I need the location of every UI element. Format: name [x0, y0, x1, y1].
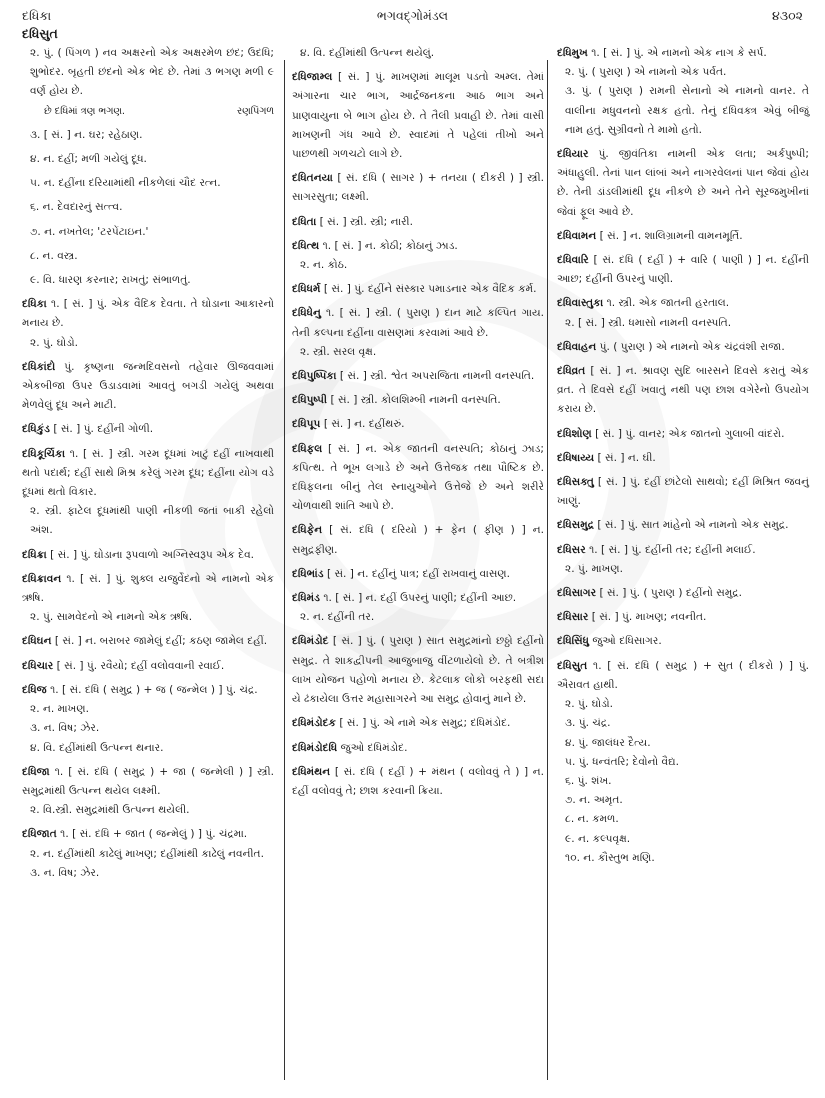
dictionary-entry: [292, 44, 544, 63]
dictionary-entry: [22, 295, 274, 353]
dictionary-entry: [557, 632, 809, 651]
entry-headword: દધિભાંડ: [292, 567, 324, 580]
dictionary-entry: [22, 174, 274, 193]
entry-definition: ૫. ન. દહીંના દરિયામાંથી નીકળેલાં ચૌદ રત્ન.: [30, 177, 221, 190]
entry-headword: દધિસુત: [557, 659, 588, 672]
entry-definition: ૧. સ્ત્રી. એક જાતની હરતાલ.: [606, 297, 730, 310]
entry-headword: દધિધેનુ: [292, 307, 321, 320]
entry-definition: પું. જીવંતિકા નામની એક લતા; અર્કપુષ્પી; અંધાહુલી. તેનાં પાન લાંબાં અને નાગરવેલનાં પાન જેવાં હોય છે. તેની ડાંડલીમાંથી દૂધ નીકળે છે અને તેને સૂરજમુખીનાં જેવાં ફૂલ આવે છે.: [557, 148, 809, 218]
entry-definition: [ સં. ] પું. દહીંની ગોળી.: [53, 423, 154, 436]
entry-headword: દધિધર્મ: [292, 283, 321, 296]
entry-sense: ૪. પું. જાલંધર દૈત્ય.: [565, 736, 651, 749]
dictionary-entry: [292, 280, 544, 299]
entry-headword: દધિસક્તુ: [557, 476, 594, 489]
entry-quotation: [22, 102, 274, 121]
entry-headword: દધિમંથન: [292, 765, 331, 778]
entry-sense: ૬. પું. શંખ.: [565, 774, 612, 787]
entry-sense: ૨. ન. દહીંની તર.: [300, 611, 375, 624]
entry-sense: ૨. પું. માખણ.: [565, 562, 623, 575]
entry-headword: દધિસિંધુ: [557, 635, 590, 648]
dictionary-entry: [292, 68, 544, 164]
dictionary-entry: [292, 763, 544, 801]
entry-definition: ૧. [ સં. ] પું. એ નામનો એક નાગ કે સર્પ.: [591, 47, 767, 59]
entry-headword: દધિતા: [292, 215, 317, 228]
entry-definition: [ સં. ] પું. દહીંને સંસ્કાર પમાડનાર એક વૈદિક કર્મ.: [323, 283, 537, 296]
dictionary-entry: [292, 237, 544, 275]
entry-sense: ૨. વિ.સ્ત્રી. સમુદ્રમાંથી ઉત્પન્ન થયેલી.: [30, 804, 190, 817]
entry-definition: [ સં. ] ન. શાલિગ્રામની વામનમૂર્તિ.: [599, 229, 743, 242]
entry-sense: ૪. વિ. દહીંમાંથી ઉત્પન્ન થનાર.: [30, 741, 164, 754]
dictionary-title: ભગવદ્ગોમંડલ: [376, 8, 449, 23]
entry-headword: દધિત્થ: [292, 239, 320, 252]
entry-definition: [ સં. ] પું. એ નામે એક સમુદ્ર; દધિમંડોદ.: [339, 717, 511, 730]
entry-definition: ૧. [ સં. દધિ ( સમુદ્ર ) + જ ( જન્મેલ ) ] પું. ચંદ્ર.: [50, 683, 258, 696]
entry-sense: ૨. સ્ત્રી. સરલ વૃક્ષ.: [300, 345, 377, 358]
entry-definition: [ સં. ] પું. સાત માંહેનો એ નામનો એક સમુદ્ર.: [597, 519, 789, 532]
quotation-text: છે દધિમાં ત્રણ ભગણ.: [44, 105, 126, 117]
entry-headword: દધિતનયા: [292, 172, 333, 185]
entry-definition: ૧. [ સં. ] પું. એક વૈદિક દેવતા. તે ઘોડાના આકારનો મનાય છે.: [22, 298, 274, 330]
entry-headword: દધિજાત: [22, 828, 57, 841]
dictionary-entry: [292, 213, 544, 232]
dictionary-entry: [557, 516, 809, 535]
entry-definition: [ સં. ] ન. શ્રાવણ સુદિ બારસને દિવસે કરાતું એક વ્રત. તે દિવસે દહીં ખવાતું નથી પણ છાશ વગેરેનો ઉપયોગ કરાય છે.: [557, 365, 810, 416]
entry-headword: દધિવ્રત: [557, 365, 586, 378]
dictionary-entry: [292, 415, 544, 434]
entry-definition: [ સં. ] પું. દહીં છાંટેલો સાથવો; દહીં મિશ્રિત જવનું ખાણું.: [557, 476, 809, 508]
entry-headword: દધિમંડ: [292, 592, 320, 605]
entry-definition: [ સં. ] ન. એક જાતની વનસ્પતિ; કોઠાનું ઝાડ; કપિત્થ. તે ભૂખ લગાડે છે અને ઉત્તેજક તથા પૌષ્ટિક છે. દધિફલના બીનું તેલ સ્નાયુઓને ઉત્તેજે છે અને શરીરે ચોળવાથી શાંતિ આપે છે.: [292, 442, 544, 513]
entry-definition: [ સં. ] પું. રવૈયો; દહીં વલોવવાની રવાઈ.: [56, 659, 225, 672]
entry-definition: [ સં. ] સ્ત્રી. સ્ત્રી; નારી.: [319, 215, 413, 228]
dictionary-entry: [292, 304, 544, 362]
entry-headword: દધિજા: [22, 765, 50, 778]
entry-headword: દધિસર: [557, 543, 586, 556]
entry-definition: [ સં. ] પું. ( પુરાણ ) દહીંનો સમુદ્ર.: [599, 587, 742, 600]
dictionary-entry: [292, 440, 544, 517]
entry-definition: [ સં. દધિ ( દહીં ) + મંથન ( વલોવવું તે ) ] ન. દહીં વલોવવું તે; છાશ કરવાની ક્રિયા.: [292, 765, 544, 797]
entry-sense: ૮. ન. કમળ.: [565, 813, 619, 826]
entry-headword: દધિકાંદો: [22, 360, 56, 373]
entry-sense: ૨. [ સં. ] સ્ત્રી. ધમાસો નામની વનસ્પતિ.: [565, 316, 732, 329]
entry-headword: દધિસાગર: [557, 587, 597, 600]
entry-headword: દધિપુષ્પિકા: [292, 370, 337, 383]
dictionary-entry: [292, 169, 544, 207]
entry-definition: ૬. ન. દેવદારનું સત્ત્વ.: [30, 201, 123, 214]
entry-headword: દધિવારિ: [557, 254, 589, 267]
dictionary-entry: [292, 565, 544, 584]
entry-definition: પું. કૃષ્ણના જન્મદિવસનો તહેવાર ઊજવવામાં એકબીજા ઉપર ઉડાડવામાં આવતું બગડી ગયેલું અથવા મેળવેલું દૂધ અને માટી.: [22, 360, 275, 412]
entry-sense: ૧૦. ન. કૌસ્તુભ મણિ.: [565, 851, 655, 864]
entry-definition: [ સં. ] ન. દહીંથરું.: [323, 418, 405, 431]
dictionary-entry: [557, 44, 809, 140]
entry-definition: [ સં. ] પું. માખણ; નવનીત.: [591, 611, 707, 624]
entry-sense: ૨. ન. દહીંમાંથી કાઢેલું માખણ; દહીંમાંથી કાઢેલું નવનીત.: [30, 847, 264, 860]
dictionary-entry: [22, 632, 274, 651]
entry-sense: ૫. પું. ધન્વંતરિ; દેવોનો વૈદ્ય.: [565, 755, 679, 768]
entry-headword: દધિચાર: [22, 659, 54, 672]
entry-headword: દધિઘન: [22, 635, 52, 648]
entry-sense: ૨. ન. માખણ.: [30, 703, 89, 716]
entry-headword: દધિફલ: [292, 442, 323, 455]
entry-sense: ૨. પું. ( પુરાણ ) એ નામનો એક પર્વત.: [565, 66, 727, 79]
entry-definition: ૭. ન. નખતેલ; 'ટરપેંટાઇન.': [30, 225, 149, 238]
entry-definition: ૧. [ સં. ] ન. કોઠી; કોઠાનું ઝાડ.: [322, 239, 458, 252]
entry-headword: દધિવાહન: [557, 340, 597, 353]
dictionary-entry: [22, 570, 274, 628]
dictionary-entry: [557, 657, 809, 868]
entry-definition: જુઓ દધિમંડોદ.: [340, 741, 408, 754]
dictionary-entry: [22, 247, 274, 266]
entry-headword: દધિફેન: [292, 524, 323, 537]
entry-definition: ૧. [ સં. ] પું. શુક્લ યજુર્વેદનો એ નામનો એક ઋષિ.: [22, 572, 274, 605]
entry-sense: ૩. પું. ચંદ્ર.: [565, 717, 611, 730]
entry-definition: [ સં. ] પું. માખણમાં માલૂમ પડતો અમ્લ. તેમાં અંગારના ચાર ભાગ, આર્દ્રજનકના આઠ ભાગ અને પ્રાણવાયુના બે ભાગ હોય છે. તે તૈલી પ્રવાહી છે. તેમાં વાસી માખણની ગંધ આવે છે. સ્વાદમાં તે પહેલાં તીખો અને પાછળથી ગળચટો લાગે છે.: [292, 71, 544, 161]
entry-sense: ૯. ન. કલ્પવૃક્ષ.: [565, 832, 631, 845]
dictionary-entry: [557, 362, 809, 420]
entry-definition: પું. ( પુરાણ ) એ નામનો એક ચંદ્રવંશી રાજા.: [599, 340, 785, 353]
entry-sense: ૩. ન. વિષ; ઝેર.: [30, 866, 100, 879]
entry-sense: ૨. પું. સામવેદનો એ નામનો એક ઋષિ.: [30, 611, 193, 624]
entry-sense: ૨. સ્ત્રી. ફાટેલ દૂધમાંથી પાણી નીકળી જતાં બાકી રહેલો અંશ.: [30, 505, 274, 537]
entry-headword: દધિષાય્ય: [557, 451, 595, 464]
dictionary-columns: [22, 44, 812, 1089]
dictionary-entry: [557, 338, 809, 357]
column-3: [557, 44, 809, 1089]
entry-definition: ૩. [ સં. ] ન. ઘર; રહેઠાણ.: [30, 128, 143, 141]
entry-definition: [ સં. ] ન. ઘી.: [597, 451, 656, 464]
column-1: [22, 44, 274, 1089]
dictionary-entry: [22, 198, 274, 217]
entry-sense: ૩. ન. વિષ; ઝેર.: [30, 722, 100, 735]
dictionary-entry: [22, 223, 274, 242]
entry-definition: [ સં. ] પું. ( પુરાણ ) સાત સમુદ્રમાંનો છઠ્ઠો દહીંનો સમુદ્ર. તે શાકદ્વીપની આજુબાજુ વીંટળાયેલો છે. તે બત્રીશ લાખ યોજન પહોળો મનાય છે. કેટલાક લોકો બરફથી સદા યે ઢંકાયેલા ઉત્તર મહાસાગરને આ સમુદ્ર હોવાનું માને છે.: [292, 635, 545, 706]
entry-headword: દધિક્રાવન: [22, 572, 62, 585]
dictionary-entry: [292, 739, 544, 758]
column-divider: [284, 60, 285, 1080]
dictionary-entry: [22, 445, 274, 541]
entry-headword: દધિજામ્લ: [292, 71, 333, 84]
entry-sense: ૨. ન. કોઠ.: [300, 259, 348, 272]
entry-definition: જુઓ દધિસાગર.: [592, 635, 662, 648]
entry-definition: [ સં. દધિ ( દરિયો ) + ફેન ( ફીણ ) ] ન. સમુદ્રફીણ.: [292, 524, 544, 556]
entry-definition: [ સં. દધિ ( સાગર ) + તનયા ( દીકરી ) ] સ્ત્રી. સાગરસુતા; લક્ષ્મી.: [292, 172, 544, 204]
entry-definition: ૪. ન. દહીં; મળી ગયેલું દૂધ.: [30, 153, 147, 166]
dictionary-entry: [557, 227, 809, 246]
dictionary-entry: [22, 763, 274, 821]
entry-definition: [ સં. ] ન. દહીંનું પાત્ર; દહીં રાખવાનું વાસણ.: [326, 567, 511, 580]
entry-headword: દધિમુખ: [557, 47, 588, 59]
entry-definition: ૯. વિ. ધારણ કરનાર; રાખતું; સંભાળતું.: [30, 274, 191, 287]
entry-sense: ૭. ન. અમૃત.: [565, 794, 623, 807]
entry-headword: દધિસમુદ્ર: [557, 519, 594, 532]
dictionary-entry: [22, 546, 274, 565]
dictionary-entry: [22, 150, 274, 169]
quotation-source: રણપિંગળ: [237, 105, 274, 117]
entry-headword: દધિશોણ: [557, 427, 592, 440]
dictionary-entry: [557, 449, 809, 468]
dictionary-entry: [557, 251, 809, 289]
dictionary-entry: [292, 714, 544, 733]
dictionary-entry: [22, 681, 274, 758]
entry-headword: દધિવાસ્તુકા: [557, 297, 604, 310]
dictionary-entry: [292, 391, 544, 410]
dictionary-entry: [557, 608, 809, 627]
column-2: [292, 44, 544, 1089]
entry-sense: ૨. પું. ઘોડો.: [565, 698, 613, 711]
dictionary-entry: [557, 425, 809, 444]
entry-headword: દધિયાર: [557, 148, 589, 161]
dictionary-entry: [557, 473, 809, 511]
entry-headword: દધિકા: [22, 298, 47, 311]
entry-definition: [ સં. ] પું. વાનર; એક જાતનો ગુલાબી વાંદરો.: [595, 427, 785, 440]
dictionary-entry: [22, 126, 274, 145]
dictionary-entry: [557, 584, 809, 603]
entry-headword: દધિપુષ્પી: [292, 394, 328, 407]
dictionary-entry: [22, 420, 274, 439]
dictionary-entry: [22, 44, 274, 121]
entry-definition: [ સં. દધિ ( દહીં ) + વારિ ( પાણી ) ] ન. દહીંની આછ; દહીંની ઉપરનું પાણી.: [557, 254, 809, 286]
entry-definition: ૧. [ સં. દધિ + જાત ( જન્મેલું ) ] પું. ચંદ્રમા.: [60, 828, 248, 841]
column-divider: [547, 60, 548, 1080]
dictionary-entry: [22, 657, 274, 676]
entry-headword: દધિકુંડ: [22, 423, 50, 436]
dictionary-entry: [292, 632, 544, 709]
page-number: ૪૩૦૨: [772, 8, 803, 23]
entry-definition: ૧. [ સં. દધિ ( સમુદ્ર ) + સુત ( દીકરો ) ] પું. ઐરાવત હાથી.: [557, 659, 809, 691]
entry-definition: [ સં. ] સ્ત્રી. શ્વેત અપરાજિતા નામની વનસ્પતિ.: [339, 370, 535, 383]
entry-headword: દધિવામન: [557, 229, 597, 242]
entry-definition: ૧. [ સં. દધિ ( સમુદ્ર ) + જા ( જન્મેલી ) ] સ્ત્રી. સમુદ્રમાંથી ઉત્પન્ન થયેલ લક્ષ્મી.: [22, 765, 274, 797]
entry-definition: [ સં. ] ન. બરાબર જામેલું દહીં; કઠણ જામેલ દહીં.: [54, 635, 268, 648]
dictionary-entry: [557, 541, 809, 579]
dictionary-entry: [22, 358, 274, 416]
entry-headword: દધિક્રા: [22, 548, 47, 561]
dictionary-entry: [292, 589, 544, 627]
entry-definition: [ સં. ] સ્ત્રી. કોલશિમ્બી નામની વનસ્પતિ.: [330, 394, 501, 407]
entry-definition: [ સં. ] પું. ઘોડાના રૂપવાળો અગ્નિસ્વરૂપ એક દેવ.: [50, 548, 255, 561]
entry-headword: દધિમંડોદ: [292, 635, 329, 648]
dictionary-entry: [22, 825, 274, 883]
entry-headword: દધિપૂપ: [292, 418, 321, 431]
entry-definition: ૧. [ સં. ] સ્ત્રી. ગરમ દૂધમાં ખાટું દહીં નાખવાથી થતો પદાર્થ; દહીં સાથે મિશ્ર કરેલું ગરમ દૂધ; દહીંના યોગ વડે દૂધમાં થતો વિકાર.: [22, 447, 275, 499]
entry-definition: ૪. વિ. દહીંમાંથી ઉત્પન્ન થયેલું.: [300, 47, 435, 59]
page-header: [22, 8, 803, 48]
entry-headword: દધિસાર: [557, 611, 589, 624]
entry-definition: ૧. [ સં. ] ન. દહીં ઉપરનું પાણી; દહીંની આછ.: [323, 592, 517, 605]
entry-headword: દધિમંડોદક: [292, 717, 337, 730]
dictionary-entry: [557, 145, 809, 222]
entry-sense: ૩. પું. ( પુરાણ ) રામની સેનાનો એ નામનો વાનર. તે વાલીના મધુવનનો રક્ષક હતો. તેનું દધિવક્ત્ર એવું બીજું નામ હતું. સુગ્રીવનો તે મામો હતો.: [565, 85, 809, 136]
entry-sense: ૨. પું. ઘોડો.: [30, 336, 78, 349]
dictionary-entry: [292, 367, 544, 386]
guide-word-top: દધિકા: [22, 8, 52, 23]
guide-word-bottom: દધિસુત: [22, 26, 58, 41]
entry-definition: ૨. પું. ( પિંગળ ) નવ અક્ષરનો એક અક્ષરમેળ છંદ; ઉદધિ; શુભોદર. બૃહતી છંદનો એક ભેદ છે. તેમાં ૩ ભગણ મળી ૯ વર્ણ હોય છે.: [30, 47, 274, 98]
entry-headword: દધિજ: [22, 683, 47, 696]
dictionary-entry: [22, 271, 274, 290]
entry-definition: ૧. [ સં. ] સ્ત્રી. ( પુરાણ ) દાન માટે કલ્પિત ગાય. તેની કલ્પના દહીંના વાસણમાં કરવામાં આવે છે.: [292, 307, 544, 339]
dictionary-entry: [557, 294, 809, 332]
entry-headword: દધિમંડોદધિ: [292, 741, 338, 754]
entry-definition: ૧. [ સં. ] પું. દહીંની તર; દહીંની મલાઈ.: [589, 543, 756, 556]
entry-headword: દધિકૂર્ચિકા: [22, 447, 66, 460]
dictionary-entry: [292, 521, 544, 559]
entry-definition: ૮. ન. વસ્ત્ર.: [30, 249, 78, 262]
